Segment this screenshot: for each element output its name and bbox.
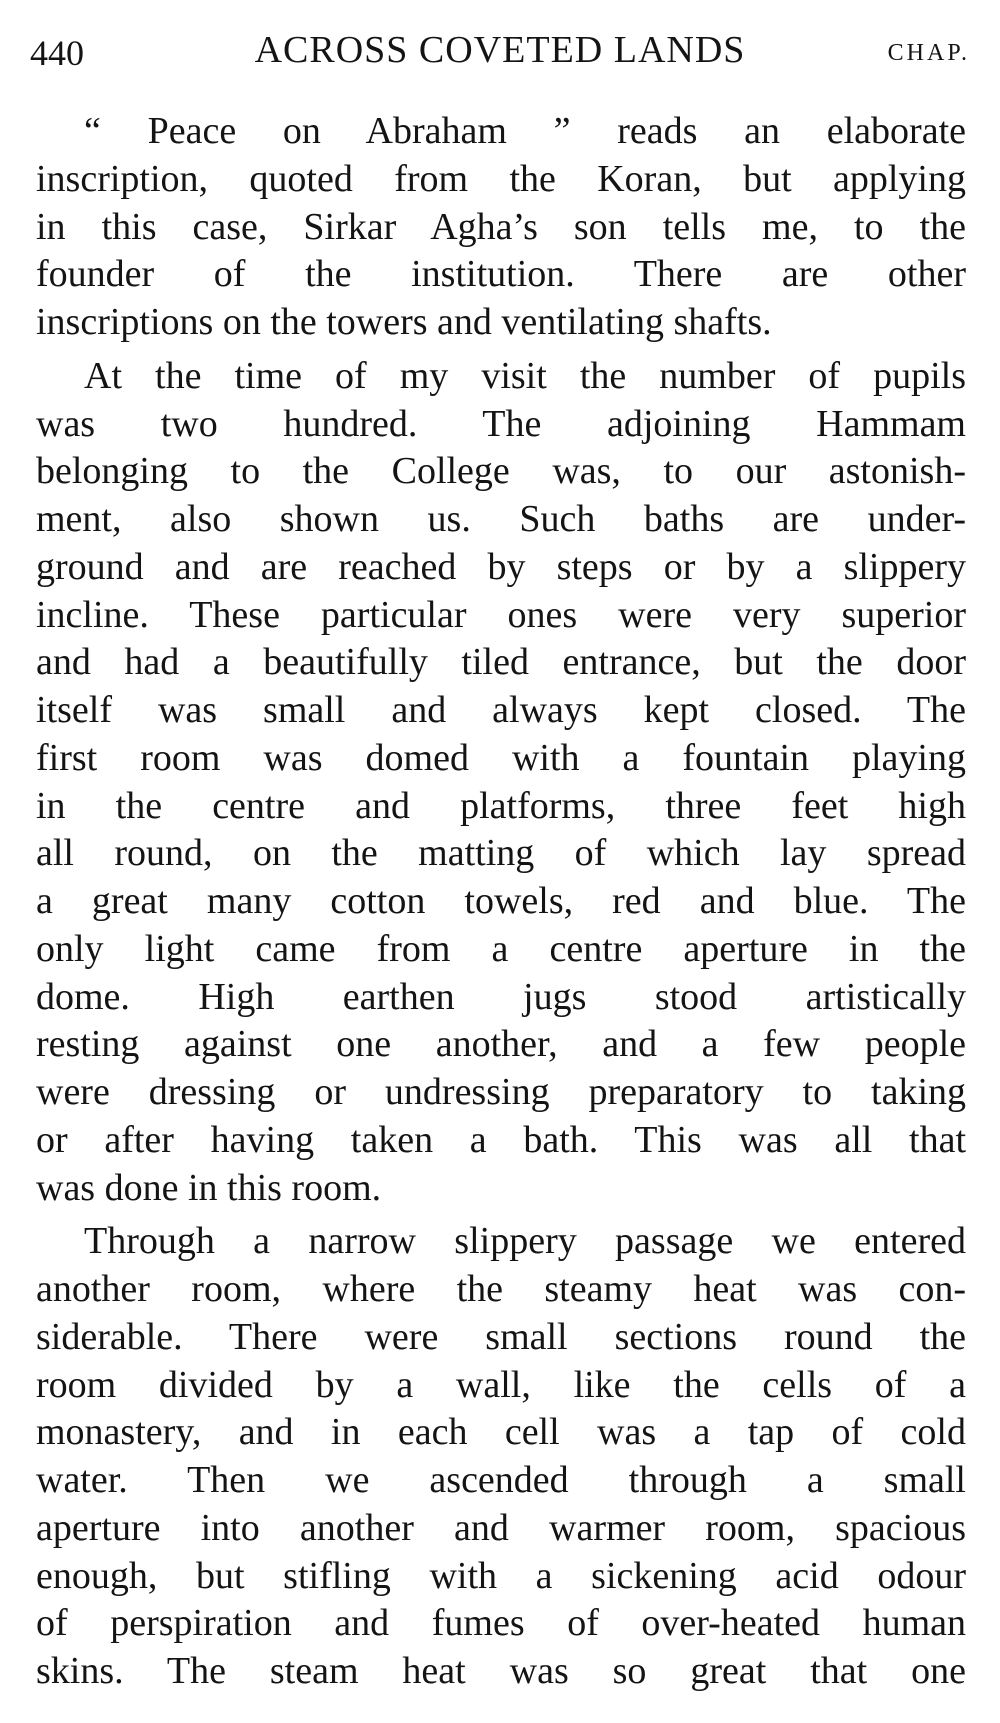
text-line: siderable. There were small sections round the	[36, 1315, 966, 1358]
text-line: itself was small and always kept closed. The	[36, 689, 966, 731]
page-number: 440	[30, 33, 84, 73]
chapter-label: CHAP.	[887, 40, 970, 66]
text-line: At the time of my visit the number of pupils	[84, 354, 966, 397]
text-line: and had a beautifully tiled entrance, but the door	[36, 641, 966, 684]
text-line: a great many cotton towels, red and blue. The	[36, 880, 966, 922]
text-line: monastery, and in each cell was a tap of cold	[36, 1411, 966, 1454]
text-line: ground and are reached by steps or by a slippery	[36, 545, 966, 588]
paragraph-1	[36, 108, 966, 347]
text-line: aperture into another and warmer room, spacious	[36, 1506, 966, 1549]
text-line: resting against one another, and a few people	[36, 1023, 966, 1066]
text-line: first room was domed with a fountain playing	[36, 736, 966, 779]
text-line: another room, where the steamy heat was con-	[36, 1268, 966, 1310]
text-line: all round, on the matting of which lay spread	[36, 832, 966, 875]
text-line: skins. The steam heat was so great that one	[36, 1650, 966, 1692]
text-line: incline. These particular ones were very superior	[36, 593, 966, 636]
text-line: inscriptions on the towers and ventilating shafts.	[36, 301, 772, 343]
text-line: Through a narrow slippery passage we entered	[84, 1220, 966, 1263]
paragraph-2	[36, 353, 966, 1213]
text-line: dome. High earthen jugs stood artistically	[36, 975, 966, 1018]
text-line: inscription, quoted from the Koran, but applying	[36, 157, 966, 200]
text-line: in this case, Sirkar Agha’s son tells me, to the	[36, 205, 966, 248]
running-head	[30, 28, 970, 78]
text-line: was two hundred. The adjoining Hammam	[36, 402, 966, 445]
text-line: ment, also shown us. Such baths are under-	[36, 498, 966, 540]
text-line: enough, but stifling with a sickening acid odour	[36, 1554, 966, 1597]
text-line: founder of the institution. There are other	[36, 253, 966, 296]
text-line: were dressing or undressing preparatory to taking	[36, 1071, 966, 1113]
paragraph-3	[36, 1218, 966, 1696]
text-line: of perspiration and fumes of over-heated human	[36, 1602, 966, 1645]
text-line: only light came from a centre aperture in the	[36, 927, 966, 970]
text-line: room divided by a wall, like the cells of a	[36, 1363, 966, 1406]
text-line: was done in this room.	[36, 1166, 382, 1209]
text-line: water. Then we ascended through a small	[36, 1459, 966, 1501]
text-line: or after having taken a bath. This was all that	[36, 1118, 966, 1161]
text-line: belonging to the College was, to our astonish-	[36, 450, 966, 493]
running-title: ACROSS COVETED LANDS	[254, 29, 746, 71]
body-text	[36, 108, 966, 1702]
text-line: in the centre and platforms, three feet high	[36, 784, 966, 827]
text-line: “ Peace on Abraham ” reads an elaborate	[84, 110, 966, 152]
